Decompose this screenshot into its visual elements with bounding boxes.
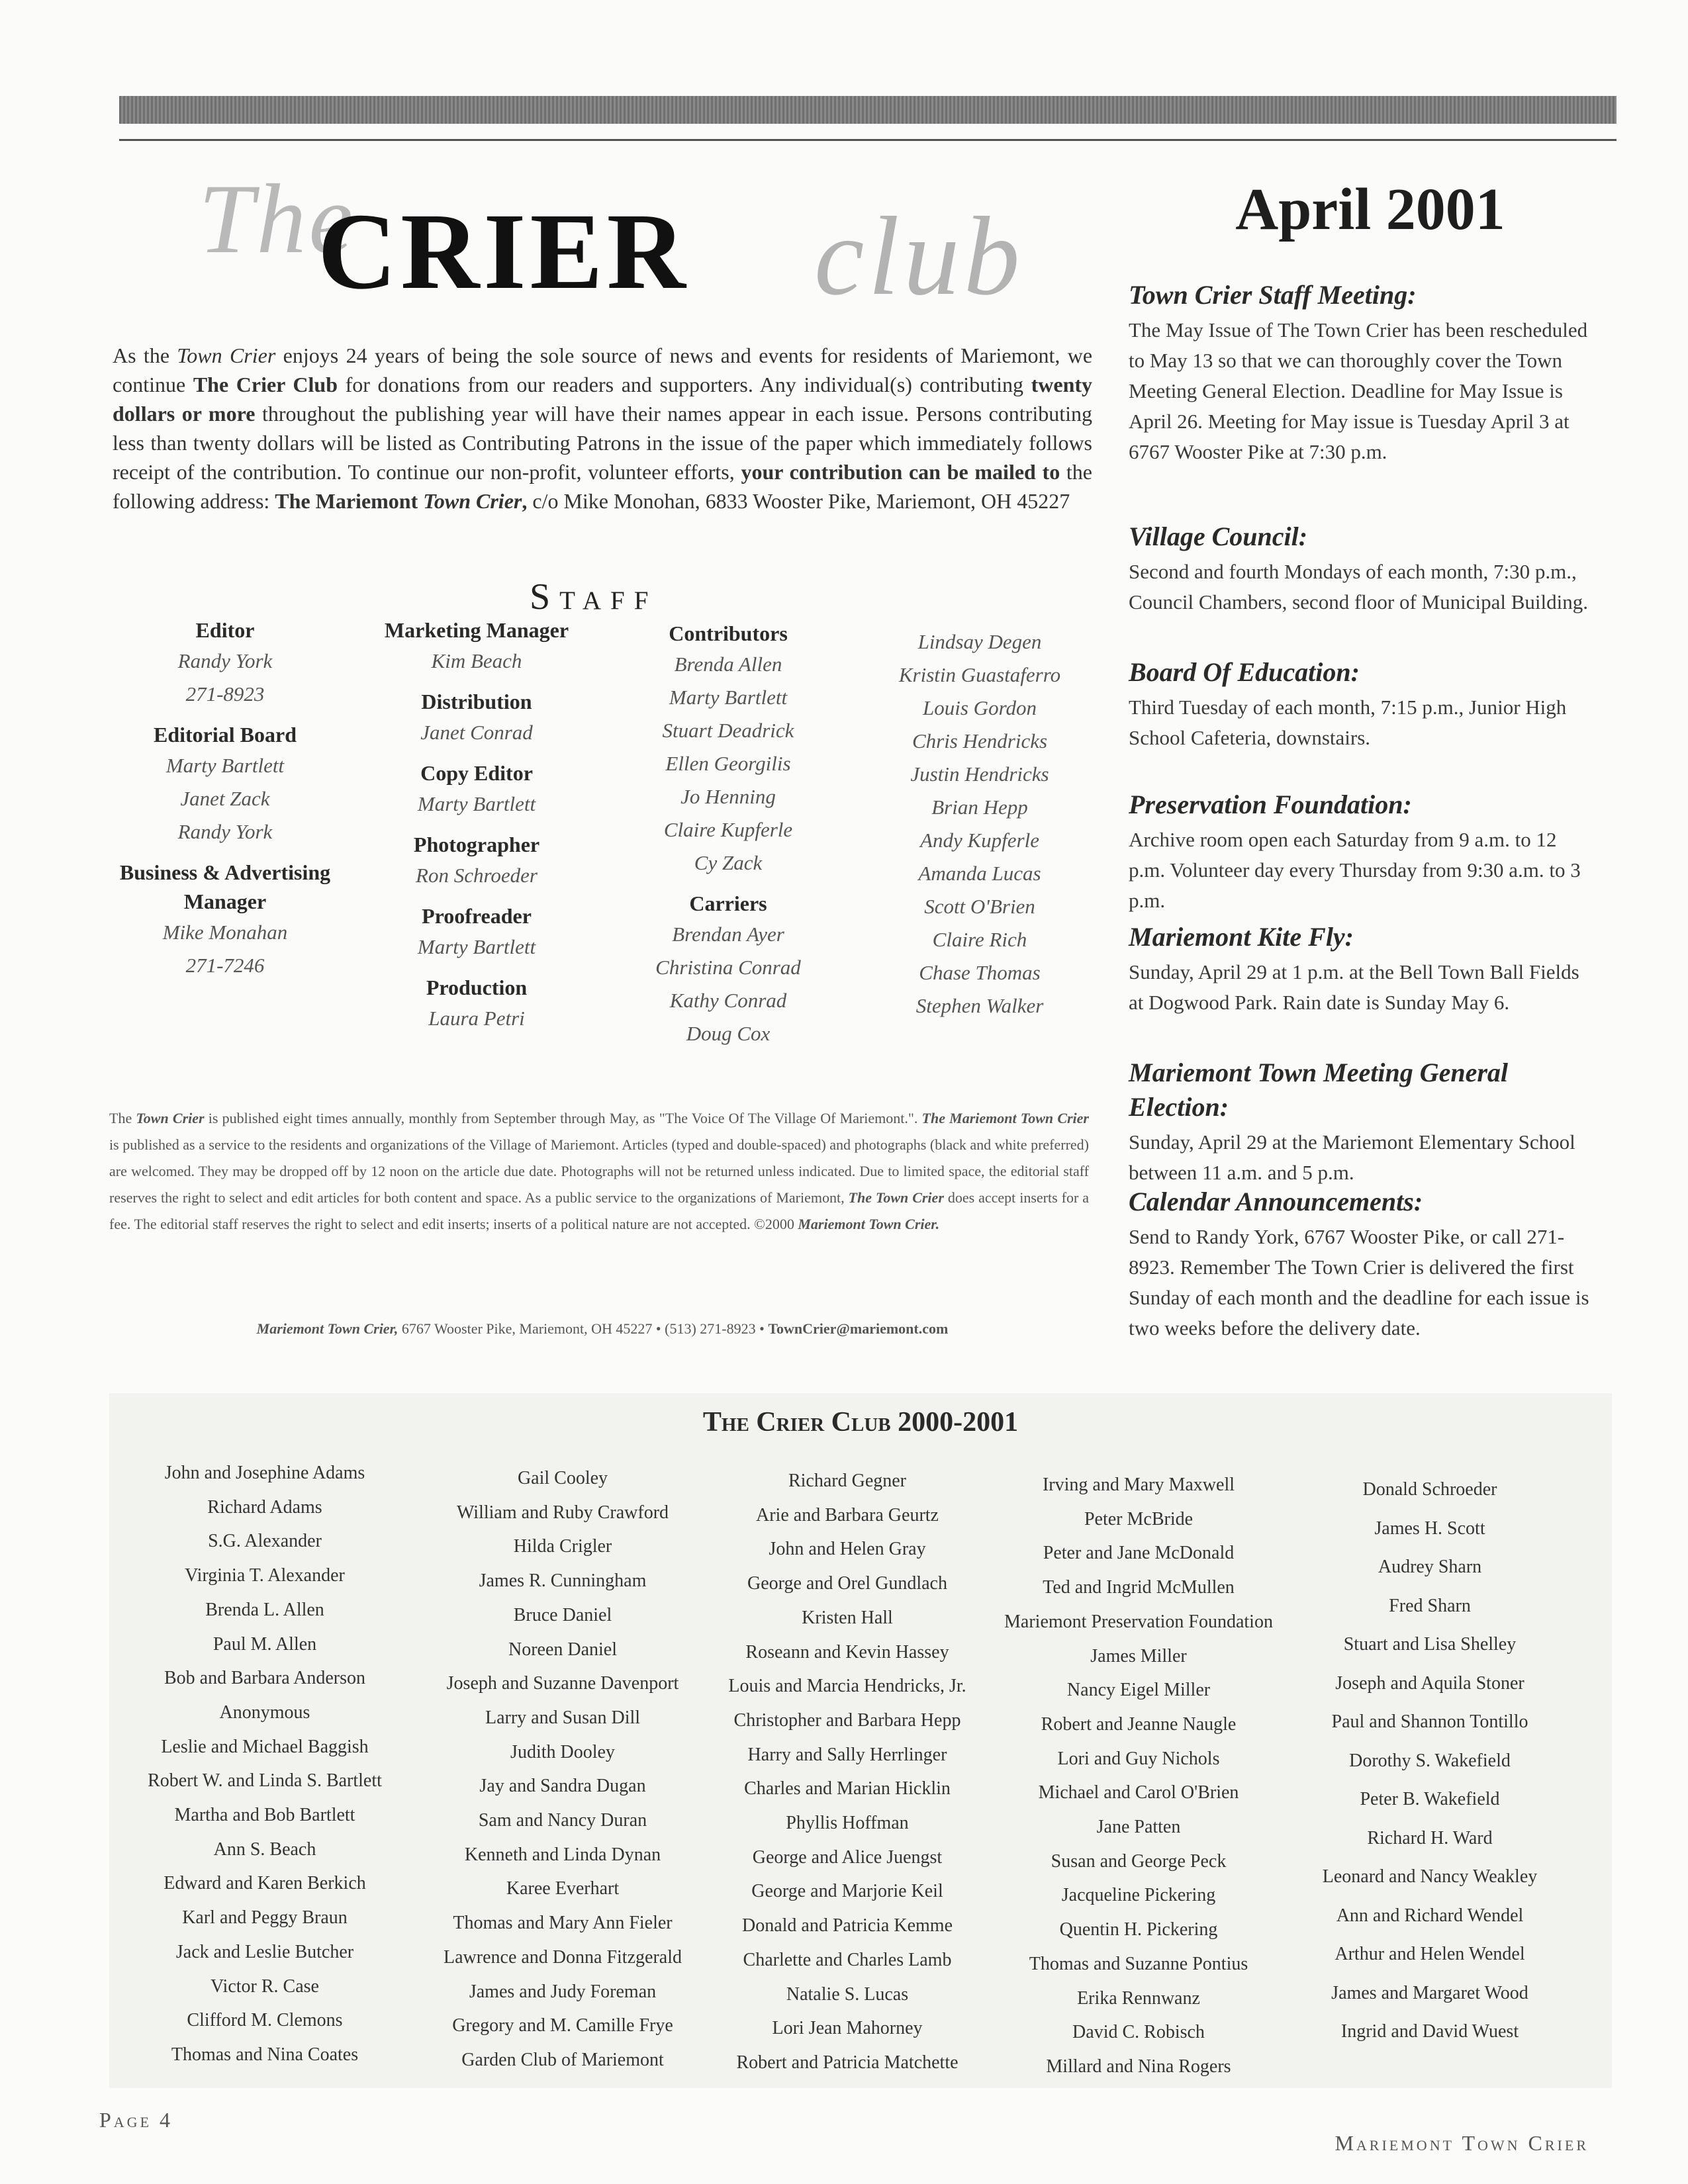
crier-club-logo	[199, 162, 1059, 334]
staff-person: Kathy Conrad	[669, 989, 787, 1012]
club-member: Karee Everhart	[506, 1878, 620, 1899]
staff-role: Production	[426, 976, 528, 999]
staff-person: Brian Hepp	[931, 796, 1028, 819]
club-member: Joseph and Suzanne Davenport	[446, 1673, 679, 1694]
event-general-election	[1129, 1056, 1592, 1188]
club-member: Susan and George Peck	[1051, 1850, 1227, 1872]
club-member: Jane Patten	[1096, 1817, 1181, 1838]
club-member: David C. Robisch	[1072, 2022, 1205, 2043]
staff-person: Claire Kupferle	[663, 818, 793, 841]
club-member: Gregory and M. Camille Frye	[452, 2015, 673, 2036]
club-member: Fred Sharn	[1389, 1595, 1471, 1616]
staff-role: Contributors	[669, 621, 788, 645]
issue-month: April 2001	[1235, 177, 1505, 242]
club-member: Quentin H. Pickering	[1059, 1919, 1218, 1940]
club-member: Mariemont Preservation Foundation	[1004, 1611, 1273, 1632]
staff-role: Photographer	[413, 833, 540, 856]
staff-person: Louis Gordon	[923, 696, 1037, 719]
club-member: S.G. Alexander	[208, 1531, 322, 1552]
event-title: Calendar Announcements:	[1129, 1187, 1423, 1216]
club-member: Richard Gegner	[788, 1471, 907, 1491]
staff-person: Marty Bartlett	[669, 686, 788, 709]
club-member: Karl and Peggy Braun	[182, 1907, 348, 1929]
staff-person: Lindsay Degen	[917, 630, 1042, 653]
club-member: Phyllis Hoffman	[786, 1813, 909, 1834]
staff-person: Randy York	[177, 649, 273, 672]
publication-notice: The Town Crier is published eight times annually, monthly from September through May, as "The Voice Of The Village Of Mariemont.". The Mariemont Town Crier is published as a service to the residents and organizations of the Village of Mariemont. Articles (typed and double-spaced) and photographs (black and white preferred) are welcomed. They may be dropped off by 12 noon on the article due date. Photographs will not be returned unless indicated. Due to limited space, the editorial staff reserves the right to select and edit articles for both content and space. As a public service to the organizations of Mariemont, The Town Crier does accept inserts for a fee. The editorial staff reserves the right to select and edit inserts; inserts of a political nature are not accepted. ©2000 Mariemont Town Crier.	[109, 1110, 1090, 1232]
club-member: Natalie S. Lucas	[786, 1983, 909, 2005]
event-kite-fly	[1129, 920, 1592, 1018]
club-member: Larry and Susan Dill	[485, 1707, 641, 1728]
event-title: Board Of Education:	[1129, 657, 1360, 687]
club-member: Bob and Barbara Anderson	[164, 1668, 366, 1689]
club-column-3	[702, 1464, 993, 2080]
staff-person: Brendan Ayer	[672, 923, 784, 946]
club-member: George and Alice Juengst	[752, 1846, 943, 1868]
staff-person: Janet Conrad	[420, 721, 533, 744]
staff-person: Mike Monahan	[162, 921, 288, 944]
staff-person: Christina Conrad	[655, 956, 801, 979]
club-member: Ann S. Beach	[213, 1839, 316, 1860]
staff-person: Marty Bartlett	[417, 792, 536, 815]
club-member: Bruce Daniel	[513, 1604, 612, 1625]
staff-column-3	[609, 619, 847, 1050]
event-body: Sunday, April 29 at 1 p.m. at the Bell Town Ball Fields at Dogwood Park. Rain date is Sunday May 6.	[1129, 960, 1579, 1014]
event-body: The May Issue of The Town Crier has been rescheduled to May 13 so that we can thoroughly cover the Town Meeting General Election. Deadline for May Issue is April 26. Meeting for May issue is Tuesday April 3 at 6767 Wooster Pike at 7:30 p.m.	[1129, 318, 1588, 463]
event-preservation-foundation	[1129, 788, 1592, 916]
staff-role: Editorial Board	[153, 723, 297, 747]
logo-the: The	[199, 164, 355, 274]
publication-address: Mariemont Town Crier, 6767 Wooster Pike, Mariemont, OH 45227 • (513) 271-8923 • TownCrier@mariemont.com	[256, 1320, 949, 1337]
club-member: Anonymous	[219, 1702, 310, 1723]
staff-person: Ron Schroeder	[416, 864, 538, 887]
club-member: Gail Cooley	[517, 1468, 608, 1488]
staff-person: Justin Hendricks	[910, 762, 1049, 786]
club-member: Peter B. Wakefield	[1360, 1789, 1500, 1809]
club-member: Victor R. Case	[211, 1976, 319, 1997]
club-member: William and Ruby Crawford	[456, 1502, 669, 1523]
staff-role: Distribution	[421, 690, 532, 713]
event-board-of-education	[1129, 655, 1592, 753]
club-member: Judith Dooley	[510, 1741, 615, 1762]
club-member: Charles and Marian Hicklin	[744, 1778, 951, 1799]
staff-person: Marty Bartlett	[165, 754, 285, 777]
club-member: Jay and Sandra Dugan	[479, 1776, 646, 1797]
club-member: Richard H. Ward	[1367, 1827, 1493, 1848]
staff-role: Marketing Manager	[384, 618, 569, 642]
club-column-2	[417, 1461, 708, 2077]
staff-person: Andy Kupferle	[920, 829, 1039, 852]
club-member: Michael and Carol O'Brien	[1038, 1782, 1239, 1803]
event-staff-meeting	[1129, 278, 1592, 467]
club-member: Donald and Patricia Kemme	[741, 1915, 953, 1936]
event-village-council	[1129, 520, 1592, 617]
logo-crier: CRIER	[318, 191, 690, 312]
club-member: Donald Schroeder	[1362, 1479, 1497, 1500]
staff-person: Randy York	[177, 820, 273, 843]
club-member: Ann and Richard Wendel	[1336, 1905, 1524, 1926]
club-member: Thomas and Mary Ann Fieler	[453, 1913, 673, 1934]
club-member: James Miller	[1090, 1645, 1187, 1666]
event-body: Sunday, April 29 at the Mariemont Elementary School between 11 a.m. and 5 p.m.	[1129, 1130, 1575, 1184]
event-title: Village Council:	[1129, 522, 1308, 551]
staff-person: Janet Zack	[180, 787, 270, 810]
staff-role: Carriers	[689, 891, 767, 915]
event-title: Mariemont Town Meeting General Election:	[1129, 1058, 1509, 1122]
staff-person: Kristin Guastaferro	[898, 663, 1061, 686]
staff-person: 271-8923	[185, 682, 265, 705]
club-member: Harry and Sally Herrlinger	[747, 1744, 947, 1765]
staff-person: Stephen Walker	[915, 994, 1044, 1017]
staff-person: Claire Rich	[932, 928, 1027, 951]
staff-role: Copy Editor	[420, 761, 533, 785]
club-member: Peter and Jane McDonald	[1043, 1543, 1235, 1564]
club-member: Noreen Daniel	[508, 1639, 618, 1660]
club-member: Martha and Bob Bartlett	[174, 1805, 355, 1826]
club-member: Arthur and Helen Wendel	[1335, 1944, 1525, 1964]
event-body: Send to Randy York, 6767 Wooster Pike, or call 271-8923. Remember The Town Crier is delivered the first Sunday of each month and the deadline for each issue is two weeks before the delivery date.	[1129, 1225, 1589, 1340]
staff-role: Proofreader	[422, 904, 532, 928]
club-member: Garden Club of Mariemont	[461, 2049, 664, 2070]
club-member: Roseann and Kevin Hassey	[745, 1641, 949, 1662]
staff-heading: Staff	[530, 576, 658, 617]
club-member: Robert and Patricia Matchette	[736, 2052, 959, 2073]
crier-club-title: The Crier Club 2000-2001	[702, 1407, 1019, 1437]
club-member: Lawrence and Donna Fitzgerald	[444, 1946, 682, 1968]
club-member: Charlette and Charles Lamb	[743, 1949, 952, 1970]
club-member: Virginia T. Alexander	[185, 1565, 345, 1586]
club-member: Paul M. Allen	[212, 1633, 317, 1655]
event-title: Town Crier Staff Meeting:	[1129, 280, 1417, 310]
logo-club: club	[814, 194, 1024, 318]
event-body: Archive room open each Saturday from 9 a.m. to 12 p.m. Volunteer day every Thursday from 9:30 a.m. to 3 p.m.	[1129, 828, 1581, 912]
staff-person: Cy Zack	[694, 851, 763, 874]
intro-paragraph: As the Town Crier enjoys 24 years of being the sole source of news and events for residents of Mariemont, we continue The Crier Club for donations from our readers and supporters. Any individual(s) contributing twenty dollars or more throughout the publishing year will have their names appear in each issue. Persons contributing less than twenty dollars will be listed as Contributing Patrons in the issue of the paper which immediately follows receipt of the contribution. To continue our non-profit, volunteer efforts, your contribution can be mailed to the following address: The Mariemont Town Crier, c/o Mike Monohan, 6833 Wooster Pike, Mariemont, OH 45227	[113, 343, 1093, 513]
footer-masthead: Mariemont Town Crier	[1335, 2131, 1589, 2155]
club-member: Irving and Mary Maxwell	[1042, 1475, 1235, 1495]
club-member: Sam and Nancy Duran	[478, 1810, 647, 1831]
club-member: Ingrid and David Wuest	[1340, 2021, 1519, 2042]
club-member: Ted and Ingrid McMullen	[1043, 1577, 1235, 1598]
staff-person: 271-7246	[185, 954, 265, 977]
club-member: Christopher and Barbara Hepp	[733, 1709, 961, 1731]
staff-column-4	[861, 625, 1099, 1023]
club-member: Thomas and Nina Coates	[171, 2044, 359, 2065]
club-member: James and Judy Foreman	[469, 1981, 657, 2002]
staff-person: Chris Hendricks	[912, 729, 1048, 752]
event-body: Third Tuesday of each month, 7:15 p.m., Junior High School Cafeteria, downstairs.	[1129, 696, 1567, 749]
club-member: Thomas and Suzanne Pontius	[1029, 1953, 1248, 1974]
club-member: Robert and Jeanne Naugle	[1041, 1713, 1237, 1735]
club-member: Peter McBride	[1084, 1508, 1194, 1529]
club-member: Jacqueline Pickering	[1061, 1885, 1216, 1906]
event-title: Mariemont Kite Fly:	[1129, 922, 1354, 952]
staff-person: Doug Cox	[686, 1022, 771, 1045]
staff-person: Kim Beach	[431, 649, 522, 672]
staff-person: Stuart Deadrick	[662, 719, 794, 742]
club-member: Kenneth and Linda Dynan	[464, 1844, 661, 1865]
club-member: Brenda L. Allen	[205, 1599, 324, 1620]
staff-column-2	[357, 615, 596, 1035]
staff-person: Ellen Georgilis	[665, 752, 791, 775]
club-member: Hilda Crigler	[513, 1536, 612, 1557]
staff-person: Marty Bartlett	[417, 935, 536, 958]
event-calendar-announcements	[1129, 1185, 1592, 1343]
club-member: Robert W. and Linda S. Bartlett	[148, 1770, 382, 1792]
event-title: Preservation Foundation:	[1129, 790, 1412, 819]
page-number: Page 4	[99, 2108, 173, 2132]
club-member: Audrey Sharn	[1378, 1557, 1482, 1577]
club-member: Edward and Karen Berkich	[164, 1873, 366, 1894]
club-member: Richard Adams	[207, 1496, 322, 1518]
club-member: Dorothy S. Wakefield	[1349, 1750, 1511, 1771]
staff-person: Scott O'Brien	[924, 895, 1035, 918]
staff-person: Laura Petri	[428, 1007, 525, 1030]
staff-person: Brenda Allen	[674, 653, 782, 676]
staff-role: Editor	[195, 618, 255, 642]
staff-person: Chase Thomas	[919, 961, 1041, 984]
staff-person: Jo Henning	[680, 785, 776, 808]
club-member: Lori and Guy Nichols	[1057, 1748, 1220, 1769]
club-column-4	[993, 1468, 1284, 2084]
club-member: Clifford M. Clemons	[187, 2010, 343, 2031]
club-column-5	[1284, 1471, 1575, 2052]
club-member: Leslie and Michael Baggish	[161, 1736, 369, 1757]
club-member: John and Josephine Adams	[164, 1463, 365, 1483]
staff-role: Business & Advertising Manager	[119, 860, 331, 913]
club-member: John and Helen Gray	[769, 1539, 926, 1560]
club-member: Stuart and Lisa Shelley	[1343, 1634, 1517, 1655]
club-member: George and Orel Gundlach	[747, 1573, 947, 1594]
staff-person: Amanda Lucas	[918, 862, 1041, 885]
club-member: James and Margaret Wood	[1331, 1982, 1528, 2003]
club-member: Leonard and Nancy Weakley	[1322, 1866, 1538, 1887]
club-member: Paul and Shannon Tontillo	[1331, 1711, 1528, 1732]
club-member: Nancy Eigel Miller	[1066, 1680, 1211, 1701]
club-column-1	[119, 1456, 410, 2072]
event-body: Second and fourth Mondays of each month, 7:30 p.m., Council Chambers, second floor of Municipal Building.	[1129, 560, 1588, 614]
header-rule	[119, 139, 1617, 141]
club-member: Kristen Hall	[802, 1607, 893, 1628]
club-member: Louis and Marcia Hendricks, Jr.	[728, 1676, 966, 1697]
club-member: Erika Rennwanz	[1077, 1987, 1200, 2009]
staff-column-1	[99, 615, 351, 982]
club-member: Jack and Leslie Butcher	[175, 1941, 354, 1962]
club-member: George and Marjorie Keil	[751, 1881, 943, 1902]
club-member: James H. Scott	[1374, 1518, 1485, 1539]
club-member: Millard and Nina Rogers	[1046, 2056, 1231, 2077]
header-band	[119, 96, 1617, 124]
club-member: Arie and Barbara Geurtz	[756, 1504, 939, 1525]
club-member: Joseph and Aquila Stoner	[1335, 1672, 1524, 1694]
club-member: Lori Jean Mahorney	[772, 2018, 923, 2039]
club-member: James R. Cunningham	[479, 1570, 647, 1592]
